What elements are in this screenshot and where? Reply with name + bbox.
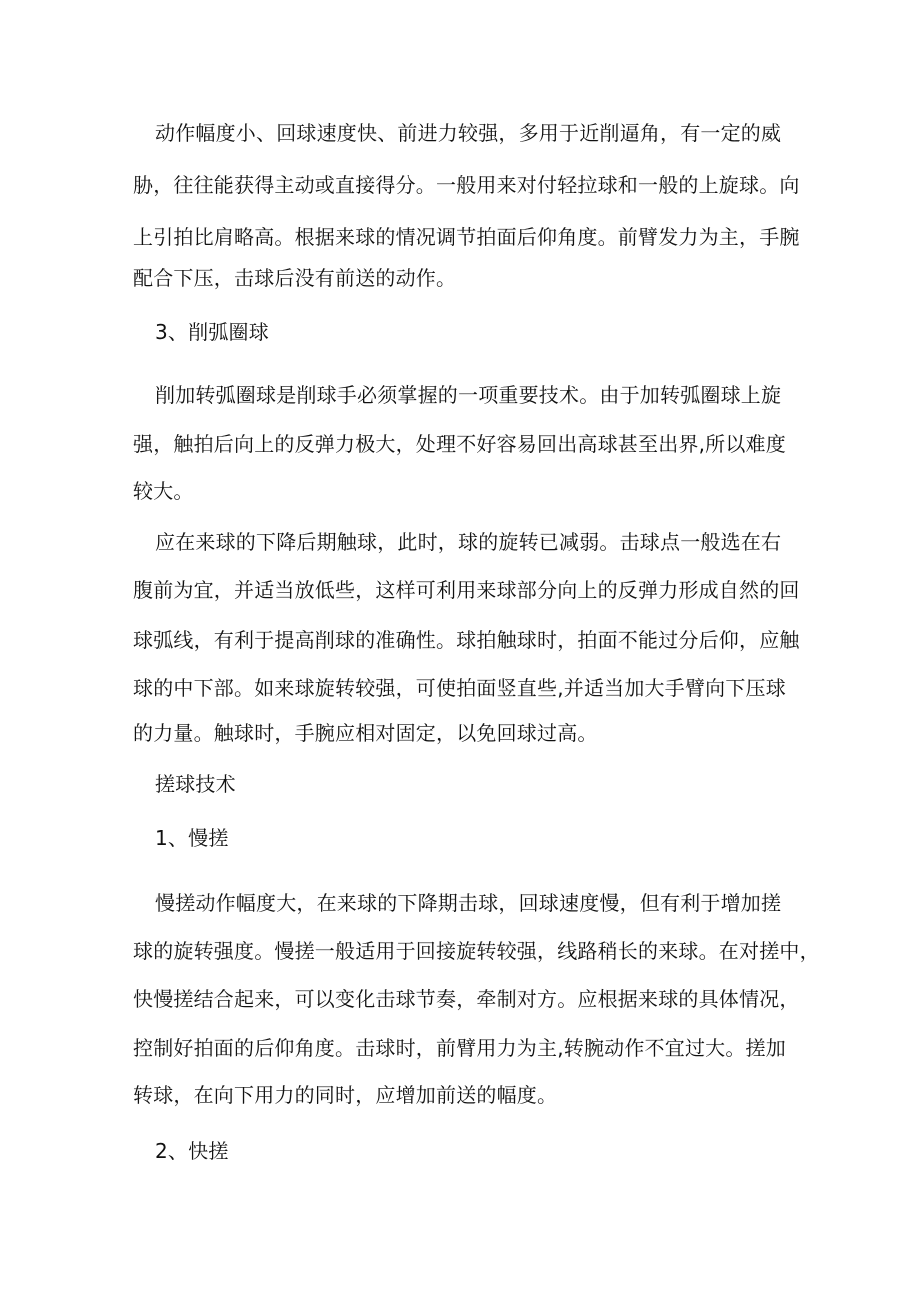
section-heading: 搓球技术: [155, 772, 236, 796]
paragraph-line: 削加转弧圈球是削球手必须掌握的一项重要技术。由于加转弧圈球上旋: [155, 383, 782, 407]
paragraph-line: 腹前为宜，并适当放低些，这样可利用来球部分向上的反弹力形成自然的回: [133, 578, 800, 602]
paragraph-line: 胁，往往能获得主动或直接得分。一般用来对付轻拉球和一般的上旋球。向: [133, 173, 800, 197]
paragraph-line: 球的旋转强度。慢搓一般适用于回接旋转较强，线路稍长的来球。在对搓中，: [133, 939, 820, 963]
paragraph-line: 的力量。触球时，手腕应相对固定，以免回球过高。: [133, 721, 598, 745]
paragraph-line: 应在来球的下降后期触球，此时，球的旋转已减弱。击球点一般选在右: [155, 530, 782, 554]
paragraph-line: 球弧线，有利于提高削球的准确性。球拍触球时，拍面不能过分后仰，应触: [133, 628, 800, 652]
section-heading: 1、慢搓: [155, 826, 229, 850]
paragraph-line: 配合下压，击球后没有前送的动作。: [133, 266, 457, 290]
paragraph-line: 动作幅度小、回球速度快、前进力较强，多用于近削逼角，有一定的威: [155, 121, 782, 145]
paragraph-line: 转球，在向下用力的同时，应增加前送的幅度。: [133, 1083, 558, 1107]
paragraph-line: 强，触拍后向上的反弹力极大，处理不好容易回出高球甚至出界,所以难度: [133, 432, 786, 456]
paragraph-line: 上引拍比肩略高。根据来球的情况调节拍面后仰角度。前臂发力为主，手腕: [133, 225, 800, 249]
paragraph-line: 较大。: [133, 479, 194, 503]
section-heading: 3、削弧圈球: [155, 320, 269, 344]
paragraph-line: 快慢搓结合起来，可以变化击球节奏，牵制对方。应根据来球的具体情况，: [133, 987, 800, 1011]
paragraph-line: 球的中下部。如来球旋转较强，可使拍面竖直些,并适当加大手臂向下压球: [133, 676, 786, 700]
section-heading: 2、快搓: [155, 1139, 229, 1163]
paragraph-line: 控制好拍面的后仰角度。击球时，前臂用力为主,转腕动作不宜过大。搓加: [133, 1036, 786, 1060]
paragraph-line: 慢搓动作幅度大，在来球的下降期击球，回球速度慢，但有利于增加搓: [155, 891, 782, 915]
